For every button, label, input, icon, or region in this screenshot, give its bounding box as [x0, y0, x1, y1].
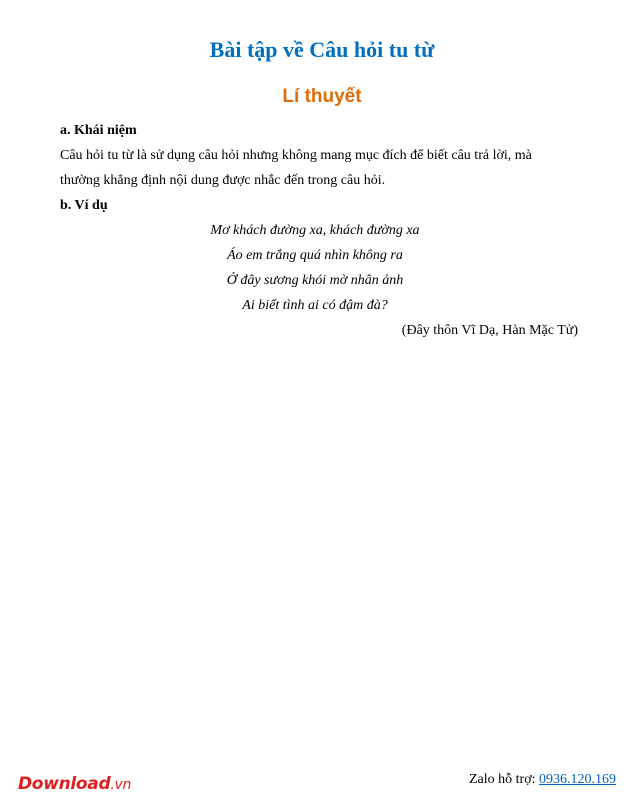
poem-line: Ai biết tình ai có đậm đà?	[242, 298, 388, 313]
poem-line: Mơ khách đường xa, khách đường xa	[210, 223, 420, 238]
concept-line: thường khẳng định nội dung được nhắc đến trong câu hỏi.	[60, 173, 386, 188]
logo-main-text: Download	[18, 774, 111, 794]
heading-concept: a. Khái niệm	[60, 123, 137, 138]
support-label: Zalo hỗ trợ:	[469, 772, 539, 787]
download-vn-logo[interactable]	[18, 773, 131, 796]
poem-line: Áo em trắng quá nhìn không ra	[227, 248, 403, 263]
logo-suffix-text: .vn	[110, 777, 132, 793]
support-phone-link[interactable]: 0936.120.169	[539, 772, 616, 787]
poem-attribution: (Đây thôn Vĩ Dạ, Hàn Mặc Tử)	[401, 323, 578, 338]
poem	[60, 218, 590, 318]
section-title: Lí thuyết	[282, 86, 362, 107]
poem-line: Ở đây sương khói mờ nhân ảnh	[226, 273, 404, 288]
zalo-support	[469, 770, 616, 790]
document-body	[60, 118, 590, 343]
heading-example: b. Ví dụ	[60, 198, 108, 213]
page-title: Bài tập về Câu hỏi tu từ	[209, 37, 435, 62]
concept-line: Câu hỏi tu từ là sử dụng câu hỏi nhưng không mang mục đích để biết câu trả lời, mà	[60, 148, 532, 163]
concept-paragraph	[60, 143, 590, 193]
